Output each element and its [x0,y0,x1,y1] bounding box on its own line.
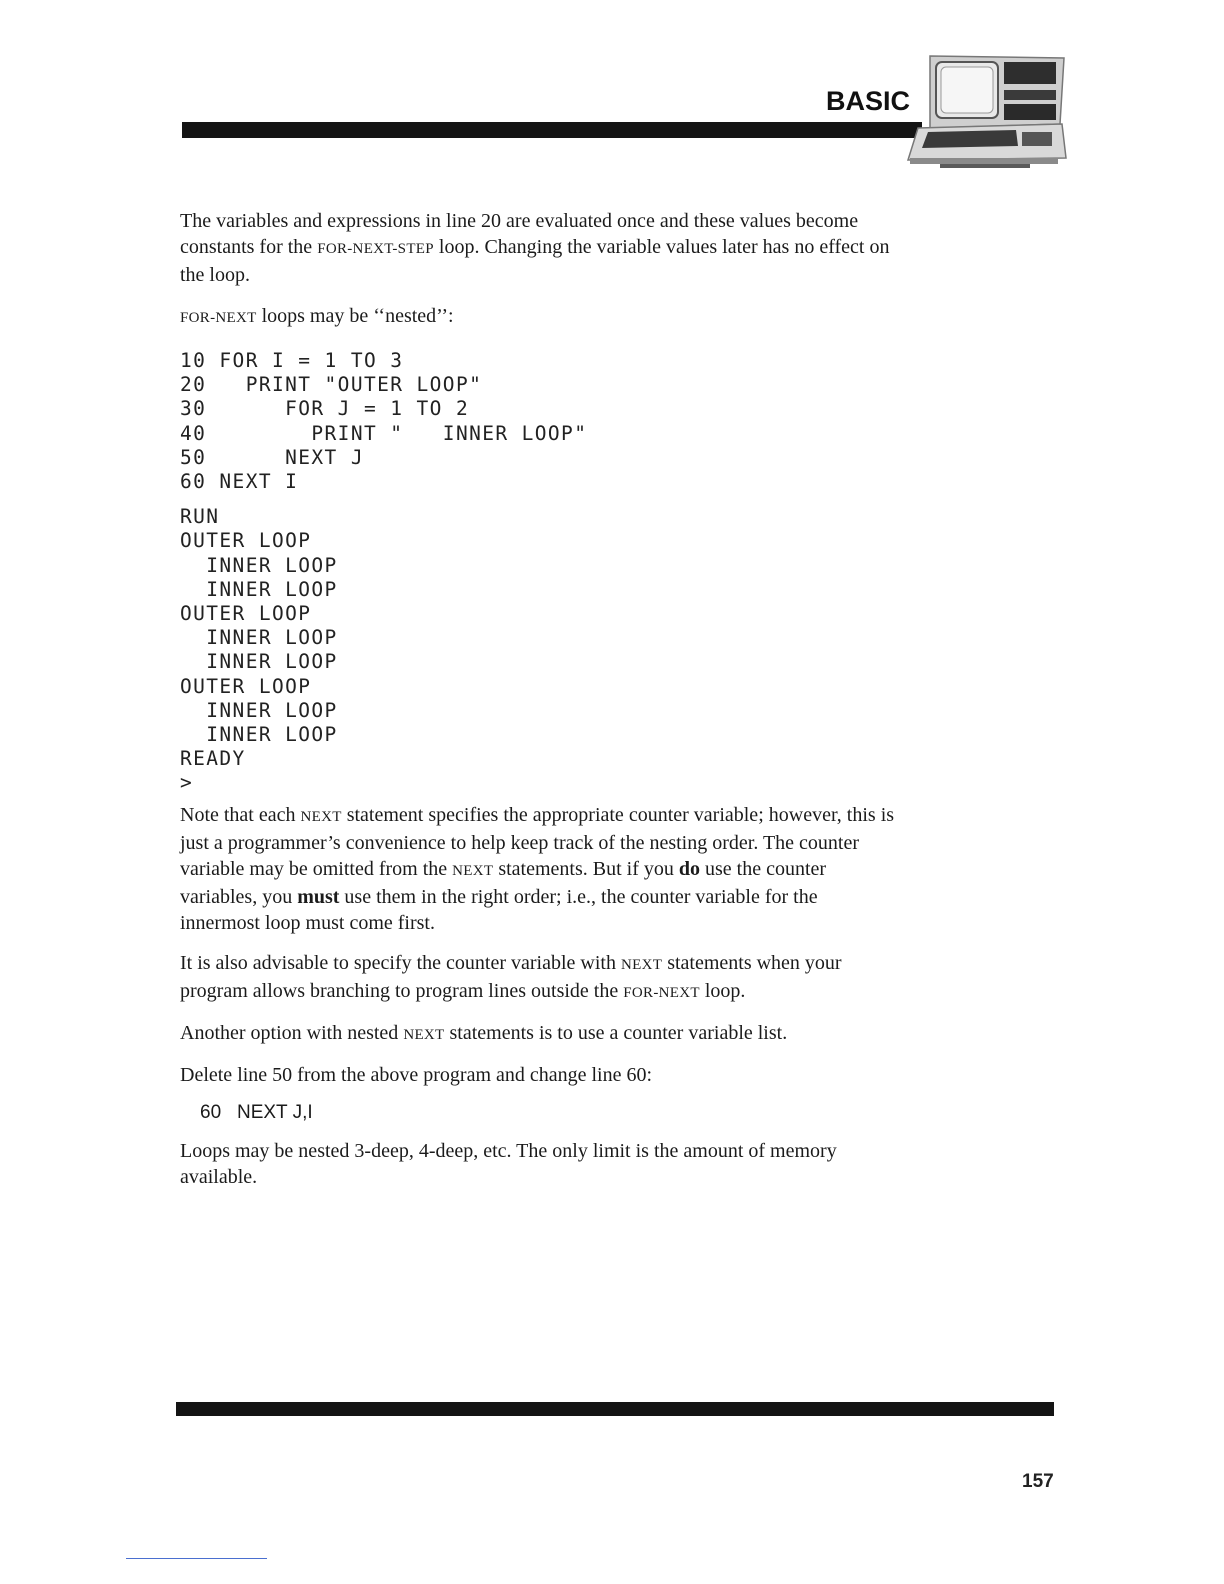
paragraph-evaluation: The variables and expressions in line 20 are evaluated once and these values become constants for the FOR-NEXT-STEP loop. Changing the variable values later has no effect on the loop. [180,210,890,286]
output-line: INNER LOOP [180,698,338,722]
output-line: READY [180,747,246,771]
chapter-title: BASIC [826,86,911,116]
output-line: OUTER LOOP [180,674,312,698]
program-line: 30 FOR J = 1 TO 2 [180,397,470,421]
output-line: OUTER LOOP [180,602,312,626]
computer-illustration-icon [900,50,1070,175]
paragraph-nesting-limit: Loops may be nested 3-deep, 4-deep, etc. The only limit is the amount of memory available. [180,1139,837,1188]
program-listing [180,349,900,494]
output-line: INNER LOOP [180,577,338,601]
page-content [180,208,900,1190]
program-line: 50 NEXT J [180,445,364,469]
output-line: INNER LOOP [180,553,338,577]
program-output [180,505,900,795]
page-number: 157 [1022,1471,1054,1492]
paragraph-nested-intro: FOR-NEXT loops may be ‘‘nested’’: [180,305,454,327]
program-line: 10 FOR I = 1 TO 3 [180,349,404,372]
bottom-divider [126,1558,267,1559]
output-line: INNER LOOP [180,626,338,650]
paragraph-next-note: Note that each NEXT statement specifies the appropriate counter variable; however, this is just a programmer’s convenience to help keep track of the nesting order. The counter variable may be omitted from the NEXT statements. But if you do use the counter variables, you must use them in the right order; i.e., the counter variable for the innermost loop must come first. [180,803,895,934]
paragraph-variable-list: Another option with nested NEXT statements is to use a counter variable list. [180,1021,788,1044]
output-line: RUN [180,505,220,529]
program-line: 40 PRINT " INNER LOOP" [180,421,588,445]
program-line: 20 PRINT "OUTER LOOP" [180,373,483,397]
output-line: > [180,771,194,795]
output-line: INNER LOOP [180,650,338,674]
footer-rule [176,1402,1054,1416]
paragraph-delete-line: Delete line 50 from the above program and change line 60: [180,1063,653,1086]
header-rule [182,122,922,138]
replacement-code-line: 60 NEXT J,I [200,1101,313,1123]
output-line: INNER LOOP [180,723,338,747]
program-line: 60 NEXT I [180,470,299,494]
paragraph-branching: It is also advisable to specify the counter variable with NEXT statements when your program allows branching to program lines outside the FOR-NEXT loop. [180,951,842,1002]
output-line: OUTER LOOP [180,529,312,553]
